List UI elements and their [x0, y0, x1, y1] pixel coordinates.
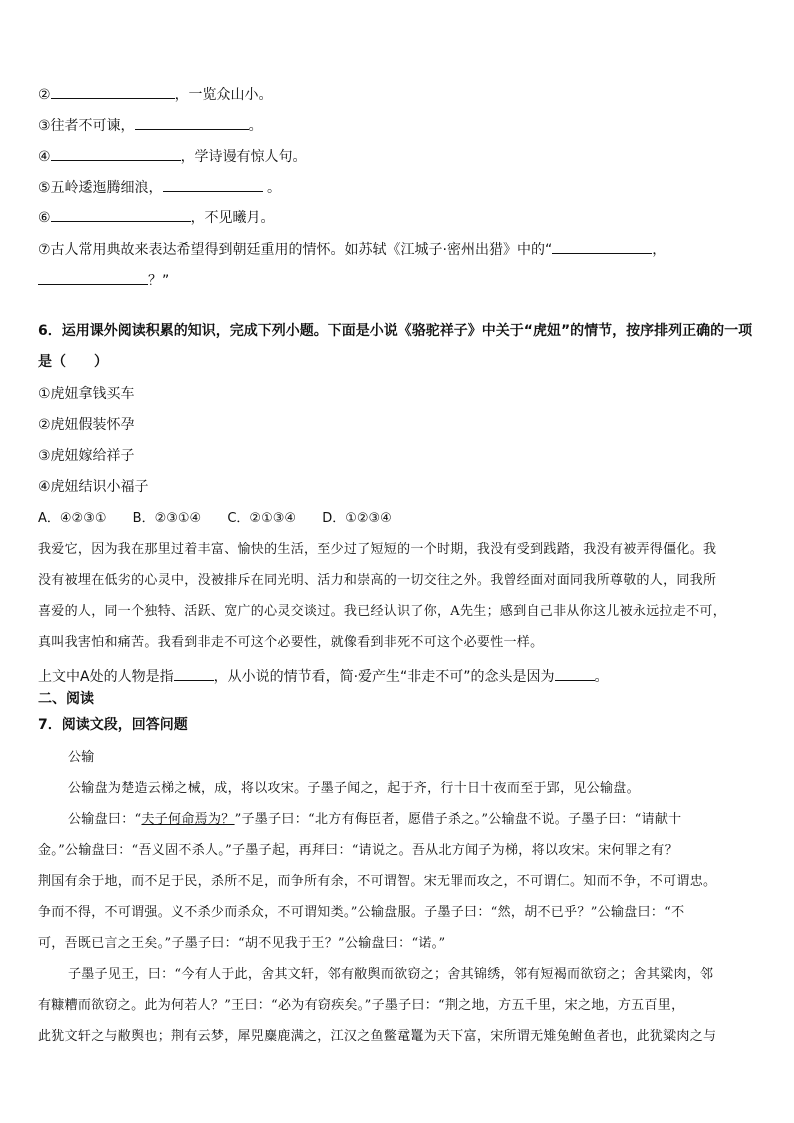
- underlined-phrase: 夫子何命焉为？: [141, 812, 235, 827]
- fill-line-7b: [38, 270, 756, 290]
- answer-blank[interactable]: [38, 270, 148, 285]
- q6-item-4: ④虎妞结识小福子: [38, 479, 149, 495]
- fill-line-4: [38, 146, 756, 166]
- line-text: ？”: [148, 273, 170, 289]
- answer-blank[interactable]: [51, 146, 181, 161]
- section-heading: 二、阅读: [38, 691, 94, 707]
- passage-line: 荆国有余于地，而不足于民，杀所不足，而争所有余，不可谓智。宋无罪而攻之，不可谓仁。知而不争，不可谓忠。: [38, 874, 717, 889]
- passage-line: 喜爱的人，同一个独特、活跃、宽广的心灵交谈过。我已经认识了你，A先生；感到自己非从你这儿被永远拉走不可，: [38, 604, 726, 619]
- q7-stem: 7．阅读文段，回答问题: [38, 717, 188, 733]
- passage-line: 此犹文轩之与敝舆也；荆有云梦，犀兕麋鹿满之，江汉之鱼鳖鼋鼍为天下富，宋所谓无雉兔鲋鱼者也，此犹粱肉之与: [38, 1029, 717, 1044]
- fill-line-2: [38, 84, 756, 104]
- line-text: 。: [594, 669, 609, 685]
- answer-blank[interactable]: [552, 239, 652, 254]
- answer-blank[interactable]: [163, 177, 263, 192]
- passage-line: [68, 811, 756, 829]
- item-number: ②: [38, 87, 51, 103]
- option-d[interactable]: D．①②③④: [322, 511, 392, 526]
- line-text: 。: [262, 180, 282, 196]
- option-b[interactable]: B．②③①④: [132, 511, 202, 526]
- line-text: ⑤五岭逶迤腾细浪，: [38, 180, 163, 196]
- option-a[interactable]: A．④②③①: [38, 511, 107, 526]
- passage-title: 公输: [68, 750, 95, 765]
- item-number: ④: [38, 149, 51, 165]
- line-text: ，学诗谩有惊人句。: [180, 149, 307, 165]
- item-number: ⑥: [38, 210, 51, 226]
- q6-item-1: ①虎妞拿钱买车: [38, 386, 135, 402]
- answer-blank[interactable]: [135, 115, 249, 130]
- passage-line: 金。”公输盘曰：“吾义固不杀人。”子墨子起，再拜曰：“请说之。吾从北方闻子为梯，将以攻宋。宋何罪之有？: [38, 843, 678, 858]
- line-text: ，不见曦月。: [190, 210, 275, 226]
- passage-line: 真叫我害怕和痛苦。我看到非走不可这个必要性，就像看到非死不可这个必要性一样。: [38, 635, 544, 650]
- q6-item-3: ③虎妞嫁给祥子: [38, 448, 135, 464]
- fill-line-3: [38, 115, 756, 135]
- passage-line: 争而不得，不可谓强。义不杀少而杀众，不可谓知类。”公输盘服。子墨子曰：“然，胡不已乎？”公输盘曰：“不: [38, 905, 685, 920]
- line-text: 公输盘曰：“: [68, 812, 142, 827]
- line-text: ，: [652, 242, 667, 258]
- fill-line-6: [38, 207, 756, 227]
- answer-blank[interactable]: [174, 666, 214, 681]
- q6-item-2: ②虎妞假装怀孕: [38, 417, 135, 433]
- q6-sub-question: [38, 666, 756, 686]
- fill-line-5: [38, 177, 756, 197]
- answer-blank[interactable]: [51, 84, 175, 99]
- line-text: 。: [248, 118, 263, 134]
- line-text: ”子墨子曰：“北方有侮臣者，愿借子杀之。”公输盘不说。子墨子曰：“请献十: [234, 812, 682, 827]
- line-text: ③往者不可谏，: [38, 118, 135, 134]
- passage-line: 公输盘为楚造云梯之械，成，将以攻宋。子墨子闻之，起于齐，行十日十夜而至于郢，见公输盘。: [68, 781, 640, 796]
- answer-blank[interactable]: [51, 207, 191, 222]
- fill-line-7: [38, 239, 756, 259]
- line-text: ，从小说的情节看，简·爱产生“非走不可”的念头是因为: [213, 669, 555, 685]
- line-text: ⑦古人常用典故来表达希望得到朝廷重用的情怀。如苏轼《江城子·密州出猎》中的“: [38, 242, 553, 258]
- q6-options: [38, 510, 756, 528]
- passage-line: 可，吾既已言之王矣。”子墨子曰：“胡不见我于王？”公输盘曰：“诺。”: [38, 936, 446, 951]
- option-c[interactable]: C．②①③④: [227, 511, 297, 526]
- passage-line: 子墨子见王，曰：“今有人于此，舍其文轩，邻有敝舆而欲窃之；舍其锦绣，邻有短褐而欲窃之；舍其粱肉，邻: [68, 967, 714, 982]
- passage-line: 没有被埋在低劣的心灵中，没被排斥在同光明、活力和崇高的一切交往之外。我曾经面对面同我所尊敬的人，同我所: [38, 573, 717, 588]
- line-text: ，一览众山小。: [174, 87, 273, 103]
- passage-line: 有糠糟而欲窃之。此为何若人？”王曰：“必为有窃疾矣。”子墨子曰：“荆之地，方五千里，宋之地，方五百里，: [38, 998, 685, 1013]
- passage-line: 我爱它，因为我在那里过着丰富、愉快的生活，至少过了短短的一个时期，我没有受到践踏，我没有被弄得僵化。我: [38, 542, 717, 557]
- line-text: 上文中A处的人物是指: [38, 669, 174, 685]
- q6-stem: 6．运用课外阅读积累的知识，完成下列小题。下面是小说《骆驼祥子》中关于“虎妞”的情节，按序排列正确的一项: [38, 323, 753, 339]
- q6-stem-cont: 是（ ）: [38, 354, 108, 370]
- answer-blank[interactable]: [555, 666, 595, 681]
